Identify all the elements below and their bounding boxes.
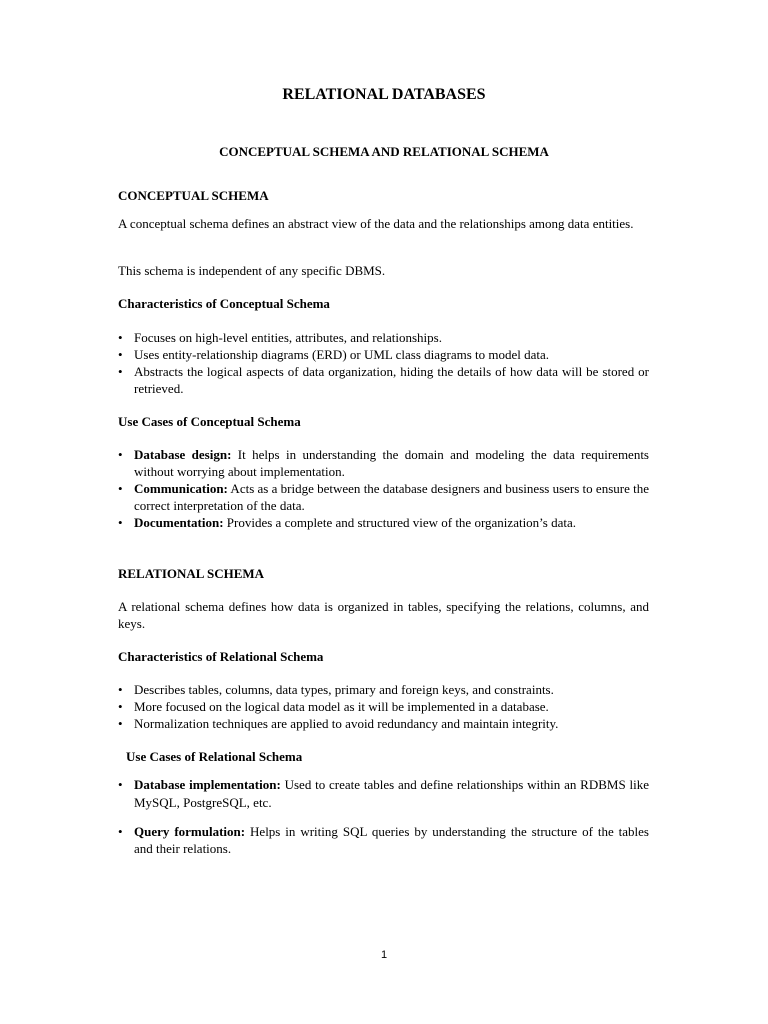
list-item: • More focused on the logical data model as it will be implemented in a database. — [118, 698, 649, 715]
list-item — [118, 776, 649, 812]
list-item-text: Acts as a bridge between the database designers and business users to ensure the correct interpretation of the data. — [134, 481, 649, 513]
list-item — [118, 480, 649, 514]
list-item: • Normalization techniques are applied to avoid redundancy and maintain integrity. — [118, 715, 649, 732]
list-item: • Abstracts the logical aspects of data organization, hiding the details of how data will be stored or retrieved. — [118, 363, 649, 397]
relational-use-cases-heading: Use Cases of Relational Schema — [126, 749, 303, 764]
relational-paragraph-1: A relational schema defines how data is organized in tables, specifying the relations, columns, and keys. — [118, 599, 649, 631]
list-item-term: Communication: — [134, 481, 228, 496]
conceptual-paragraph-1: A conceptual schema defines an abstract view of the data and the relationships among data entities. — [118, 216, 634, 231]
conceptual-characteristics-heading: Characteristics of Conceptual Schema — [118, 296, 330, 311]
section-heading-conceptual: CONCEPTUAL SCHEMA — [118, 188, 269, 203]
list-item: • Uses entity-relationship diagrams (ERD) or UML class diagrams to model data. — [118, 346, 649, 363]
page-subtitle: CONCEPTUAL SCHEMA AND RELATIONAL SCHEMA — [219, 144, 549, 159]
list-item-text: Used to create tables and define relationships within an RDBMS like MySQL, PostgreSQL, etc. — [134, 777, 649, 810]
relational-characteristics-heading: Characteristics of Relational Schema — [118, 649, 324, 664]
relational-use-cases-list-2 — [118, 823, 649, 857]
list-item: • Describes tables, columns, data types, primary and foreign keys, and constraints. — [118, 681, 649, 698]
list-item-text: Helps in writing SQL queries by understanding the structure of the tables and their relations. — [134, 824, 649, 856]
conceptual-use-cases-list — [118, 446, 649, 531]
list-item-term: Database design: — [134, 447, 232, 462]
list-item-term: Query formulation: — [134, 824, 246, 839]
list-item-text: Provides a complete and structured view of the organization’s data. — [223, 515, 577, 530]
list-item: • Focuses on high-level entities, attributes, and relationships. — [118, 329, 649, 346]
page-title: RELATIONAL DATABASES — [282, 86, 486, 103]
conceptual-use-cases-heading: Use Cases of Conceptual Schema — [118, 414, 301, 429]
conceptual-characteristics-list — [118, 329, 649, 397]
conceptual-paragraph-2: This schema is independent of any specific DBMS. — [118, 263, 386, 278]
list-item-text: It helps in understanding the domain and modeling the data requirements without worrying about implementation. — [134, 447, 649, 479]
relational-use-cases-list — [118, 776, 649, 812]
list-item-term: Documentation: — [134, 515, 224, 530]
list-item — [118, 823, 649, 857]
section-heading-relational: RELATIONAL SCHEMA — [118, 566, 265, 581]
list-item-term: Database implementation: — [134, 777, 281, 792]
list-item — [118, 514, 649, 531]
relational-characteristics-list — [118, 681, 649, 732]
page-number: 1 — [380, 949, 388, 961]
list-item — [118, 446, 649, 480]
